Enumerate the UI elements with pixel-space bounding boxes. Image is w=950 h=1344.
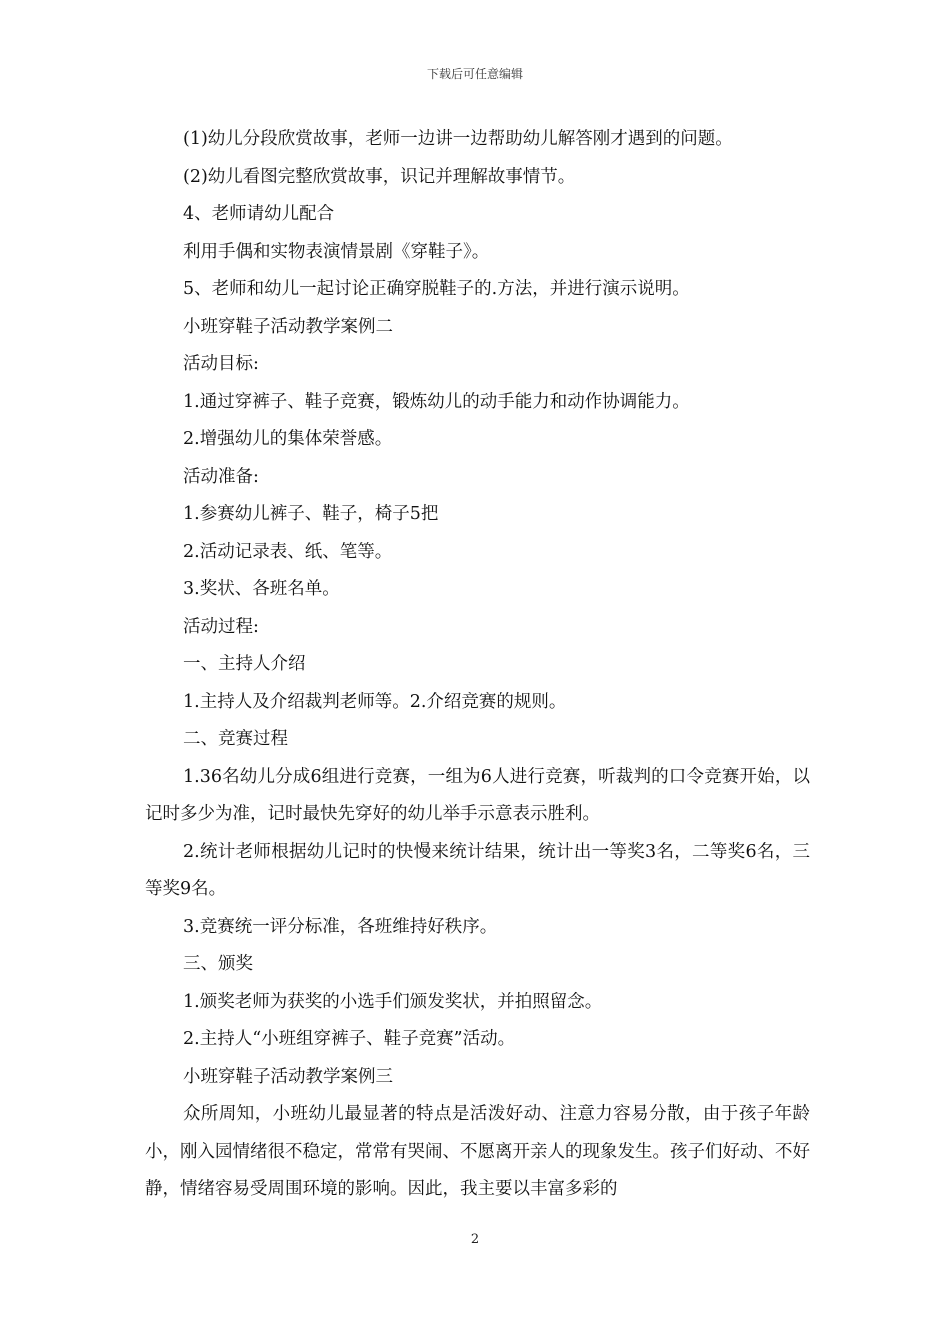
paragraph: 1.主持人及介绍裁判老师等。2.介绍竞赛的规则。 <box>183 691 567 712</box>
document-body <box>145 121 810 1209</box>
paragraph: 二、竞赛过程 <box>183 729 288 749</box>
paragraph: 活动过程: <box>183 616 259 637</box>
paragraph: 1.参赛幼儿裤子、鞋子，椅子5把 <box>183 504 439 524</box>
page-number: 2 <box>470 1232 480 1247</box>
paragraph: 3.奖状、各班名单。 <box>183 579 340 599</box>
paragraph: 三、颁奖 <box>183 954 253 974</box>
paragraph: 1.颁奖老师为获奖的小选手们颁发奖状，并拍照留念。 <box>183 991 603 1012</box>
paragraph: 2.主持人“小班组穿裤子、鞋子竞赛”活动。 <box>183 1029 516 1049</box>
paragraph: 活动准备: <box>183 466 259 487</box>
paragraph: 1.通过穿裤子、鞋子竞赛，锻炼幼儿的动手能力和动作协调能力。 <box>183 391 690 412</box>
paragraph: 2.统计老师根据幼儿记时的快慢来统计结果，统计出一等奖3名，二等奖6名，三等奖9名。 <box>145 841 810 899</box>
paragraph: 活动目标: <box>183 354 259 374</box>
paragraph: 3.竞赛统一评分标准，各班维持好秩序。 <box>183 916 498 937</box>
paragraph: 4、老师请幼儿配合 <box>183 204 335 224</box>
paragraph: 2.活动记录表、纸、笔等。 <box>183 541 393 562</box>
paragraph: 2.增强幼儿的集体荣誉感。 <box>183 429 393 449</box>
paragraph: 1.36名幼儿分成6组进行竞赛，一组为6人进行竞赛，听裁判的口令竞赛开始，以记时多少为准，记时最快先穿好的幼儿举手示意表示胜利。 <box>145 766 810 824</box>
paragraph: 5、老师和幼儿一起讨论正确穿脱鞋子的.方法，并进行演示说明。 <box>183 279 690 299</box>
paragraph: 众所周知，小班幼儿最显著的特点是活泼好动、注意力容易分散，由于孩子年龄小，刚入园情绪很不稳定，常常有哭闹、不愿离开亲人的现象发生。孩子们好动、不好静，情绪容易受周围环境的影响。因此，我主要以丰富多彩的 <box>145 1104 810 1199</box>
paragraph: 一、主持人介绍 <box>183 654 306 674</box>
page-header: 下载后可任意编辑 <box>426 67 523 81</box>
section-title: 小班穿鞋子活动教学案例二 <box>183 316 393 337</box>
paragraph: 利用手偶和实物表演情景剧《穿鞋子》。 <box>183 241 490 262</box>
paragraph: (1)幼儿分段欣赏故事，老师一边讲一边帮助幼儿解答刚才遇到的问题。 <box>183 129 733 149</box>
paragraph: (2)幼儿看图完整欣赏故事，识记并理解故事情节。 <box>183 166 576 187</box>
section-title: 小班穿鞋子活动教学案例三 <box>183 1066 393 1087</box>
